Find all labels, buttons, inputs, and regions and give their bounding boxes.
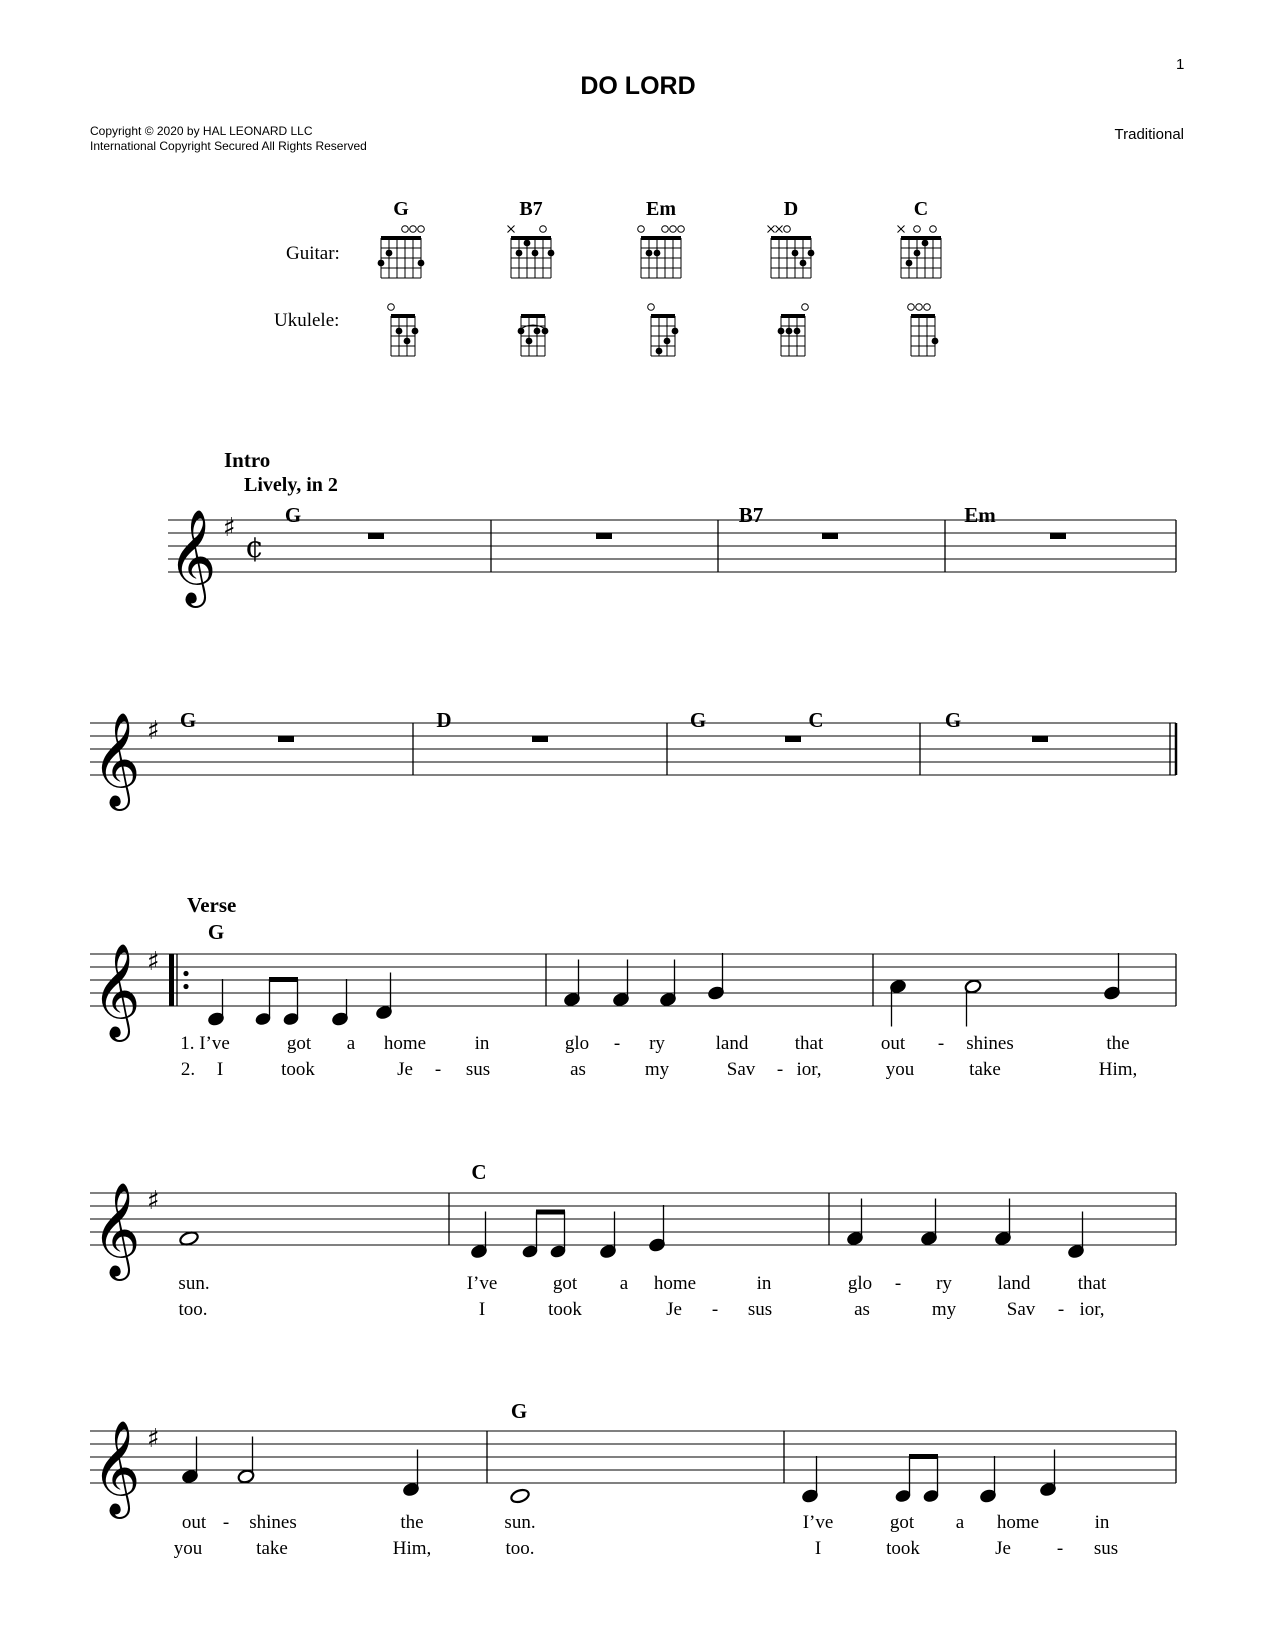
lyric-syllable: too. [178, 1299, 208, 1320]
lyric-syllable: out [880, 1033, 906, 1054]
lyric-syllable: ior, [1079, 1299, 1105, 1320]
copyright-line: Copyright © 2020 by HAL LEONARD LLC [90, 124, 313, 138]
chord-diagram-nut [641, 236, 681, 240]
chord-diagram-nut [901, 236, 941, 240]
lyric-syllable: Je [995, 1538, 1011, 1559]
whole-rest [532, 736, 548, 742]
chord-diagram-name: D [783, 198, 799, 220]
open-string [410, 226, 417, 233]
lyric-syllable: land [715, 1033, 749, 1054]
guitar-label: Guitar: [286, 243, 340, 264]
chord-symbol: D [436, 708, 452, 732]
lyric-syllable: in [474, 1033, 490, 1054]
lyric-syllable: shines [249, 1512, 297, 1533]
lyric-syllable: I [814, 1538, 822, 1559]
finger-dot [524, 240, 531, 247]
chord-diagram-nut [391, 314, 415, 318]
open-string [670, 226, 677, 233]
chord-diagram-name: B7 [519, 198, 543, 220]
lyric-syllable: as [570, 1059, 586, 1080]
finger-dot [418, 260, 425, 267]
lyric-syllable: home [996, 1512, 1040, 1533]
note-beam [536, 1210, 565, 1215]
lyric-syllable: land [997, 1273, 1031, 1294]
finger-dot [664, 338, 671, 345]
finger-dot [532, 250, 539, 257]
treble-clef: 𝄞 [92, 943, 141, 1038]
finger-dot [412, 328, 419, 335]
chord-symbol: Em [964, 503, 996, 527]
lyric-syllable: ry [936, 1273, 952, 1294]
finger-dot [542, 328, 549, 335]
lyric-syllable: sus [465, 1059, 491, 1080]
finger-dot [932, 338, 939, 345]
lyric-syllable: take [969, 1059, 1001, 1080]
open-string [802, 304, 809, 311]
chord-diagram-name: G [393, 198, 409, 220]
whole-rest [1032, 736, 1048, 742]
copyright-line: International Copyright Secured All Rights Reserved [90, 139, 367, 153]
finger-dot [656, 348, 663, 355]
lyric-syllable: too. [505, 1538, 535, 1559]
repeat-barline [169, 954, 174, 1006]
lyric-syllable: my [644, 1059, 670, 1080]
finger-dot [516, 250, 523, 257]
whole-rest [1050, 533, 1066, 539]
song-title: DO LORD [580, 72, 696, 100]
finger-dot [922, 240, 929, 247]
lyric-syllable: got [552, 1273, 578, 1294]
chord-diagram-nut [651, 314, 675, 318]
treble-clef: 𝄞 [92, 1420, 141, 1515]
lyric-syllable: a [619, 1273, 629, 1294]
open-string [930, 226, 937, 233]
lyric-syllable: take [256, 1538, 288, 1559]
open-string [908, 304, 915, 311]
lyric-syllable: 2. [180, 1059, 196, 1080]
composer-credit: Traditional [1114, 126, 1184, 143]
lyric-syllable: took [281, 1059, 315, 1080]
lyric-syllable: Sav [1006, 1299, 1036, 1320]
time-signature: ¢ [245, 530, 265, 565]
chord-symbol: G [207, 920, 225, 944]
finger-dot [378, 260, 385, 267]
finger-dot [800, 260, 807, 267]
whole-rest [278, 736, 294, 742]
finger-dot [526, 338, 533, 345]
lyric-syllable: a [346, 1033, 356, 1054]
open-string [662, 226, 669, 233]
open-string [402, 226, 409, 233]
treble-clef: 𝄞 [168, 509, 217, 604]
chord-symbol: G [510, 1399, 528, 1423]
chord-diagram-name: Em [646, 198, 676, 220]
lyric-hyphen: - [1057, 1299, 1065, 1320]
open-string [388, 304, 395, 311]
lyric-hyphen: - [711, 1299, 719, 1320]
lyric-syllable: I’ve [802, 1512, 834, 1533]
finger-dot [794, 328, 801, 335]
finger-dot [786, 328, 793, 335]
lyric-syllable: I’ve [466, 1273, 498, 1294]
open-string [418, 226, 425, 233]
lyric-syllable: in [756, 1273, 772, 1294]
finger-dot [518, 328, 525, 335]
lyric-hyphen: - [613, 1033, 621, 1054]
lyric-syllable: 1. I’ve [180, 1033, 230, 1054]
note-beam [269, 977, 298, 982]
lyric-syllable: Je [397, 1059, 413, 1080]
lyric-hyphen: - [1056, 1538, 1064, 1559]
chord-symbol: G [179, 708, 197, 732]
lyric-hyphen: - [937, 1033, 945, 1054]
lyric-syllable: ry [649, 1033, 665, 1054]
finger-dot [914, 250, 921, 257]
finger-dot [548, 250, 555, 257]
whole-rest [785, 736, 801, 742]
chord-diagram-name: C [913, 198, 929, 220]
note-beam [909, 1454, 938, 1459]
lyric-syllable: I [216, 1059, 224, 1080]
lyric-syllable: sun. [504, 1512, 536, 1533]
lyric-syllable: shines [966, 1033, 1014, 1054]
lyric-hyphen: - [434, 1059, 442, 1080]
open-string [916, 304, 923, 311]
open-string [784, 226, 791, 233]
key-signature-sharp: ♯ [147, 716, 160, 746]
finger-dot [906, 260, 913, 267]
lyric-syllable: Him, [392, 1538, 432, 1559]
intro-label: Intro [224, 448, 271, 472]
finger-dot [386, 250, 393, 257]
finger-dot [396, 328, 403, 335]
open-string [540, 226, 547, 233]
note-head [510, 1488, 531, 1504]
lyric-syllable: you [173, 1538, 203, 1559]
note-head [179, 1230, 200, 1246]
lyric-syllable: glo [847, 1273, 873, 1294]
lyric-hyphen: - [894, 1273, 902, 1294]
chord-diagram-nut [781, 314, 805, 318]
chord-symbol: C [471, 1160, 487, 1184]
chord-diagram-nut [511, 236, 551, 240]
lyric-syllable: home [653, 1273, 697, 1294]
finger-dot [672, 328, 679, 335]
finger-dot [404, 338, 411, 345]
tempo-marking: Lively, in 2 [244, 474, 338, 496]
chord-symbol: C [808, 708, 824, 732]
whole-rest [822, 533, 838, 539]
chord-symbol: G [284, 503, 302, 527]
lyric-syllable: in [1094, 1512, 1110, 1533]
finger-dot [534, 328, 541, 335]
lyric-syllable: as [854, 1299, 870, 1320]
lyric-syllable: that [1077, 1273, 1107, 1294]
page-number: 1 [1176, 56, 1185, 73]
chord-symbol: B7 [738, 503, 764, 527]
open-string [924, 304, 931, 311]
lyric-syllable: Sav [726, 1059, 756, 1080]
repeat-dot [183, 984, 188, 989]
treble-clef: 𝄞 [92, 712, 141, 807]
key-signature-sharp: ♯ [223, 513, 236, 543]
lyric-hyphen: - [222, 1512, 230, 1533]
lyric-syllable: sus [1093, 1538, 1119, 1559]
key-signature-sharp: ♯ [147, 1424, 160, 1454]
chord-symbol: G [944, 708, 962, 732]
lyric-syllable: the [1106, 1033, 1130, 1054]
lyric-syllable: got [889, 1512, 915, 1533]
lyric-syllable: Je [666, 1299, 682, 1320]
lyric-syllable: out [181, 1512, 207, 1533]
lyric-syllable: sun. [178, 1273, 210, 1294]
chord-diagram-nut [381, 236, 421, 240]
whole-rest [596, 533, 612, 539]
key-signature-sharp: ♯ [147, 1186, 160, 1216]
lyric-syllable: I [478, 1299, 486, 1320]
open-string [678, 226, 685, 233]
chord-diagram-nut [771, 236, 811, 240]
open-string [648, 304, 655, 311]
lyric-syllable: got [286, 1033, 312, 1054]
lyric-syllable: took [886, 1538, 920, 1559]
lyric-syllable: a [955, 1512, 965, 1533]
lyric-syllable: that [794, 1033, 824, 1054]
finger-dot [778, 328, 785, 335]
whole-rest [368, 533, 384, 539]
finger-dot [654, 250, 661, 257]
finger-dot [792, 250, 799, 257]
treble-clef: 𝄞 [92, 1182, 141, 1277]
lyric-syllable: ior, [796, 1059, 822, 1080]
open-string [638, 226, 645, 233]
lyric-syllable: Him, [1098, 1059, 1138, 1080]
lyric-syllable: glo [564, 1033, 590, 1054]
lyric-hyphen: - [776, 1059, 784, 1080]
lyric-syllable: my [931, 1299, 957, 1320]
open-string [914, 226, 921, 233]
lyric-syllable: took [548, 1299, 582, 1320]
finger-dot [808, 250, 815, 257]
finger-dot [646, 250, 653, 257]
lyric-syllable: sus [747, 1299, 773, 1320]
lyric-syllable: home [383, 1033, 427, 1054]
chord-symbol: G [689, 708, 707, 732]
chord-diagram-nut [911, 314, 935, 318]
repeat-dot [183, 971, 188, 976]
verse-label: Verse [187, 893, 237, 917]
lyric-syllable: the [400, 1512, 424, 1533]
ukulele-label: Ukulele: [274, 310, 340, 331]
chord-diagram-nut [521, 314, 545, 318]
key-signature-sharp: ♯ [147, 947, 160, 977]
lyric-syllable: you [885, 1059, 915, 1080]
